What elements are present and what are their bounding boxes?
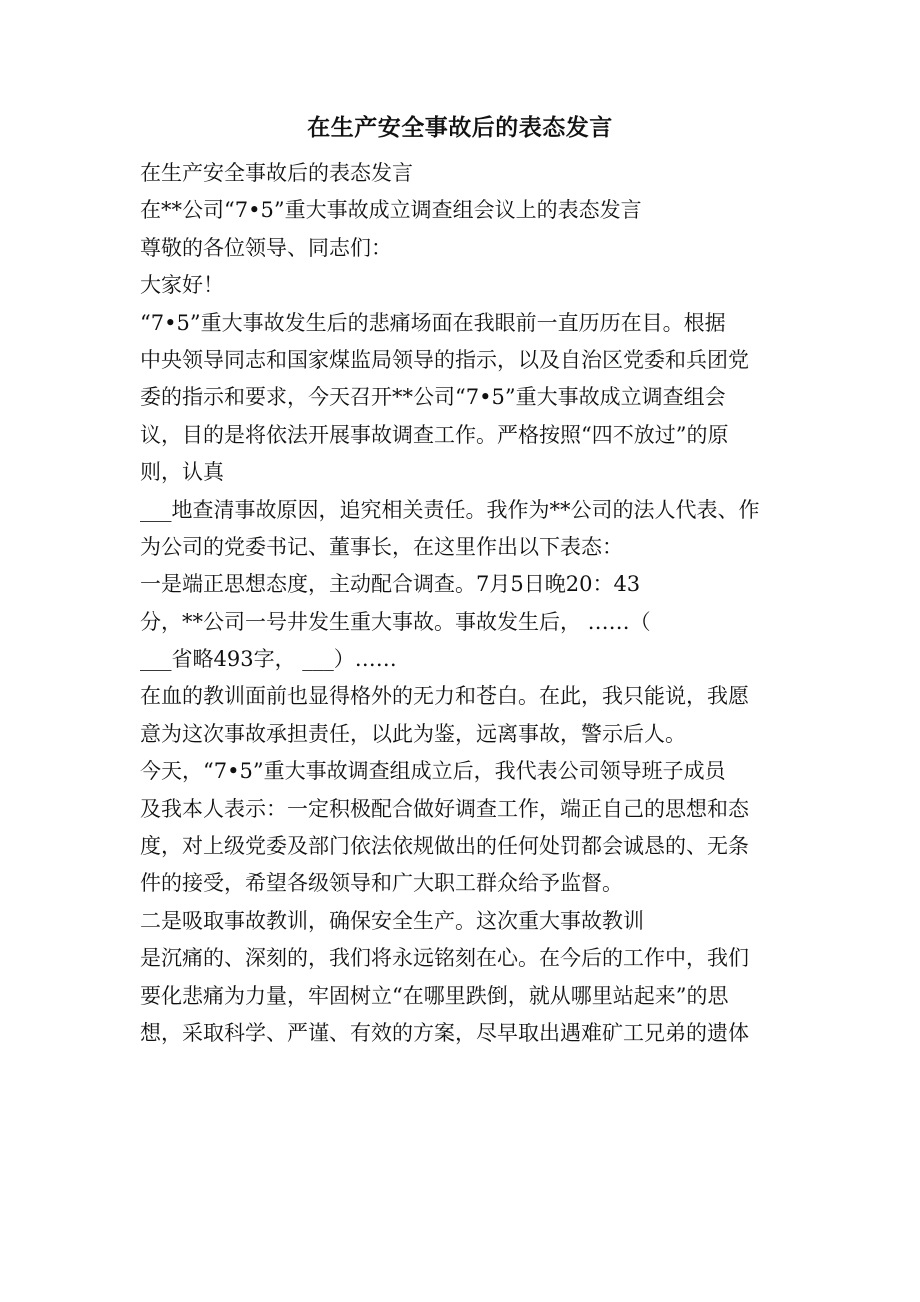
text-line: 中央领导同志和国家煤监局领导的指示，以及自治区党委和兵团党	[140, 347, 749, 372]
text-line: 二是吸取事故教训，确保安全生产。这次重大事故教训	[140, 908, 644, 933]
document-body	[140, 155, 790, 1052]
text-line: 今天，“7•5”重大事故调查组成立后，我代表公司领导班子成员	[140, 759, 726, 784]
text-line: 委的指示和要求，今天召开**公司“7•5”重大事故成立调查组会	[140, 385, 726, 410]
text-line: 度，对上级党委及部门依法依规做出的任何处罚都会诚恳的、无条	[140, 834, 749, 859]
text-line: “7•5”重大事故发生后的悲痛场面在我眼前一直历历在目。根据	[140, 310, 726, 335]
text-line: 议，目的是将依法开展事故调查工作。严格按照“四不放过”的原	[140, 422, 729, 447]
text-line: 是沉痛的、深刻的，我们将永远铭刻在心。在今后的工作中，我们	[140, 946, 749, 971]
text-line: 尊敬的各位领导、同志们：	[140, 235, 392, 260]
document-title: 在生产安全事故后的表态发言	[307, 114, 613, 141]
text-line: 件的接受，希望各级领导和广大职工群众给予监督。	[140, 871, 623, 896]
text-line: ___地查清事故原因，追究相关责任。我作为**公司的法人代表、作	[140, 497, 760, 522]
text-line: 在**公司“7•5”重大事故成立调查组会议上的表态发言	[140, 198, 642, 223]
text-line: ___省略493字， ___）……	[140, 647, 397, 672]
text-line: 分，**公司一号井发生重大事故。事故发生后， ……（	[140, 609, 651, 634]
text-line: 及我本人表示：一定积极配合做好调查工作，端正自己的思想和态	[140, 796, 749, 821]
text-line: 想，采取科学、严谨、有效的方案，尽早取出遇难矿工兄弟的遗体	[140, 1020, 749, 1045]
text-line: 大家好！	[140, 273, 224, 298]
text-line: 在血的教训面前也显得格外的无力和苍白。在此，我只能说，我愿	[140, 684, 749, 709]
text-line: 意为这次事故承担责任，以此为鉴，远离事故，警示后人。	[140, 721, 686, 746]
text-line: 一是端正思想态度，主动配合调查。7月5日晚20：43	[140, 572, 641, 597]
text-line: 为公司的党委书记、董事长，在这里作出以下表态：	[140, 534, 623, 559]
text-line: 在生产安全事故后的表态发言	[140, 161, 413, 185]
text-line: 要化悲痛为力量，牢固树立“在哪里跌倒，就从哪里站起来”的思	[140, 983, 729, 1008]
text-line: 则，认真	[140, 460, 224, 485]
